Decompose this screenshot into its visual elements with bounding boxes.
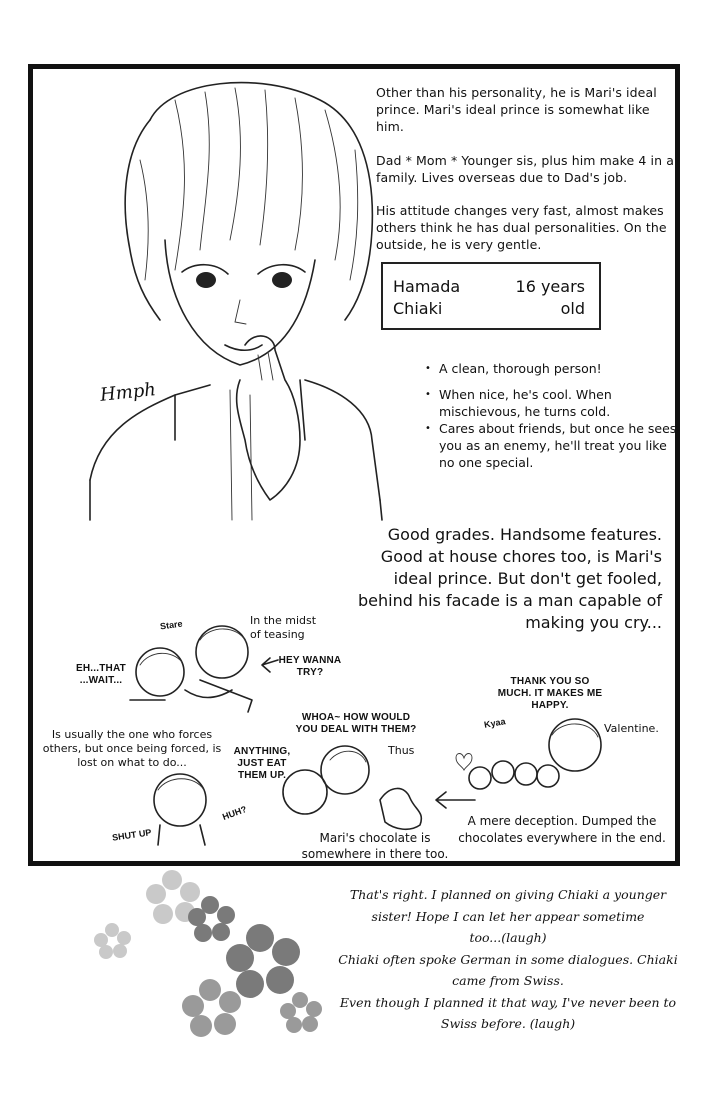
hmph-sfx: Hmph (99, 379, 157, 406)
thank-you-bubble: THANK YOU SO MUCH. IT MAKES ME HAPPY. (497, 676, 603, 711)
deception-caption: A mere deception. Dumped the chocolates everywhere in the end. (458, 814, 666, 845)
forced-caption: Is usually the one who forces others, but once being forced, is lost on what to do... (42, 728, 222, 769)
eh-that-wait-bubble: EH...THAT ...WAIT... (76, 663, 126, 686)
summary-text: Good grades. Handsome features. Good at house chores too, is Mari's ideal prince. But don't get fooled, behind his facade is a man capable of making you cry... (358, 525, 662, 632)
trait-item: • Cares about friends, but once he sees you as an enemy, he'll treat you like no one special. (425, 420, 683, 471)
author-note-line: too...(laugh) (469, 930, 547, 945)
author-note-line: Chiaki often spoke German in some dialogues. Chiaki (338, 951, 678, 967)
trait-item: • A clean, thorough person! (425, 360, 683, 377)
name-second-line: Chiaki (393, 299, 443, 318)
trait-item: • When nice, he's cool. When mischievous, he turns cold. (425, 386, 683, 420)
in-the-midst-caption: In the midst of teasing (250, 614, 317, 641)
author-note (322, 884, 694, 1035)
author-note-line: That's right. I planned on giving Chiaki a younger (349, 887, 667, 902)
anything-bubble: ANYTHING, JUST EAT THEM UP. (233, 746, 291, 781)
whoa-bubble: WHOA~ HOW WOULD YOU DEAL WITH THEM? (295, 712, 417, 735)
hey-wanna-try-bubble: HEY WANNA TRY? (278, 655, 342, 678)
huh-sfx: HUH? (221, 804, 248, 822)
author-note-line: Swiss before. (laugh) (440, 1016, 576, 1031)
age-second-line: old (560, 299, 585, 318)
author-note-line: sister! Hope I can let her appear sometime (371, 908, 645, 924)
shut-up-sfx: SHUT UP (111, 827, 153, 843)
mari-chocolate-caption: Mari's chocolate is somewhere in there too. (301, 831, 449, 861)
author-note-line: came from Swiss. (452, 973, 564, 988)
name-first-line: Hamada (393, 277, 461, 296)
age-first-line: 16 years (515, 277, 585, 296)
thus-caption: Thus (388, 744, 415, 757)
intro-paragraph-3: His attitude changes very fast, almost makes others think he has dual personalities. On the outside, he is very gentle. (376, 203, 667, 252)
valentine-caption: Valentine. (604, 722, 659, 735)
kyaa-sfx: Kyaa (483, 716, 507, 730)
intro-paragraph-2: Dad * Mom * Younger sis, plus him make 4 in a family. Lives overseas due to Dad's job. (376, 153, 674, 185)
intro-paragraph-1: Other than his personality, he is Mari's ideal prince. Mari's ideal prince is somewhat like him. (376, 85, 657, 134)
author-note-line: Even though I planned it that way, I've never been to (339, 994, 677, 1010)
stare-sfx: Stare (159, 618, 184, 632)
